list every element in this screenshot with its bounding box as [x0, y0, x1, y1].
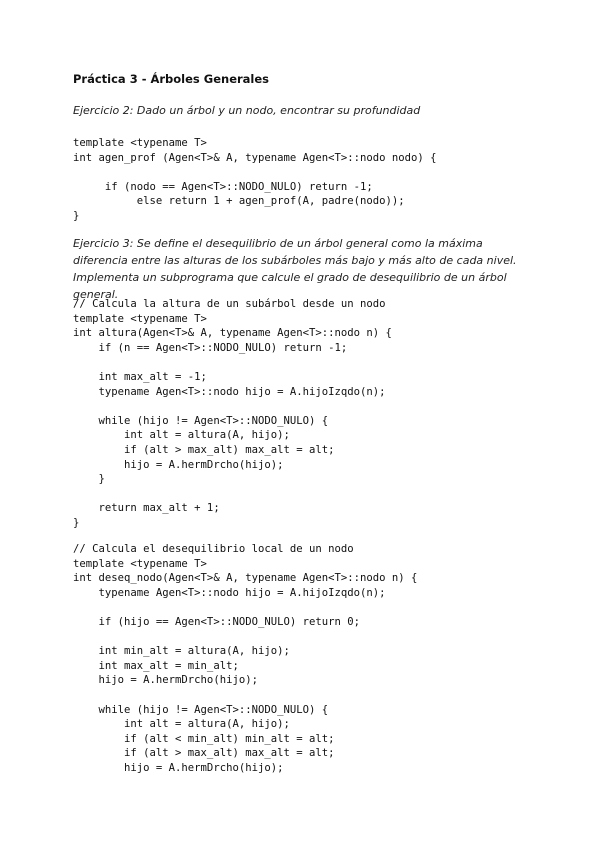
page-title: Práctica 3 - Árboles Generales	[73, 72, 270, 86]
deseq-nodo-code-block: // Calcula el desequilibrio local de un nodo template <typename T> int deseq_nodo(Agen<T>& A, typename Agen<T>::nodo n) { typename Agen<T>::nodo hijo = A.hijoIzqdo(n); if (hijo == Agen<T>::NODO_NULO) return 0; int min_alt = altura(A, hijo); int max_alt = min_alt; hijo = A.hermDrcho(hijo); while (hijo != Agen<T>::NODO_NULO) { int alt = altura(A, hijo); if (alt < min_alt) min_alt = alt; if (alt > max_alt) max_alt = alt; hijo = A.hermDrcho(hijo);	[73, 543, 418, 774]
exercise-2-statement: Ejercicio 2: Dado un árbol y un nodo, encontrar su profundidad	[73, 104, 421, 117]
exercise-2-code-block: template <typename T> int agen_prof (Agen<T>& A, typename Agen<T>::nodo nodo) { if (nodo == Agen<T>::NODO_NULO) return -1; else return 1 + agen_prof(A, padre(nodo)); }	[73, 137, 437, 222]
exercise-3-statement: Ejercicio 3: Se define el desequilibrio de un árbol general como la máxima diferencia entre las alturas de los subárboles más bajo y más alto de cada nivel. Implementa un subprograma que calcule el grado de desequilibrio de un árbol general.	[73, 237, 517, 301]
altura-code-block: // Calcula la altura de un subárbol desde un nodo template <typename T> int altura(Agen<T>& A, typename Agen<T>::nodo n) { if (n == Agen<T>::NODO_NULO) return -1; int max_alt = -1; typename Agen<T>::nodo hijo = A.hijoIzqdo(n); while (hijo != Agen<T>::NODO_NULO) { int alt = altura(A, hijo); if (alt > max_alt) max_alt = alt; hijo = A.hermDrcho(hijo); } return max_alt + 1; }	[73, 298, 392, 529]
